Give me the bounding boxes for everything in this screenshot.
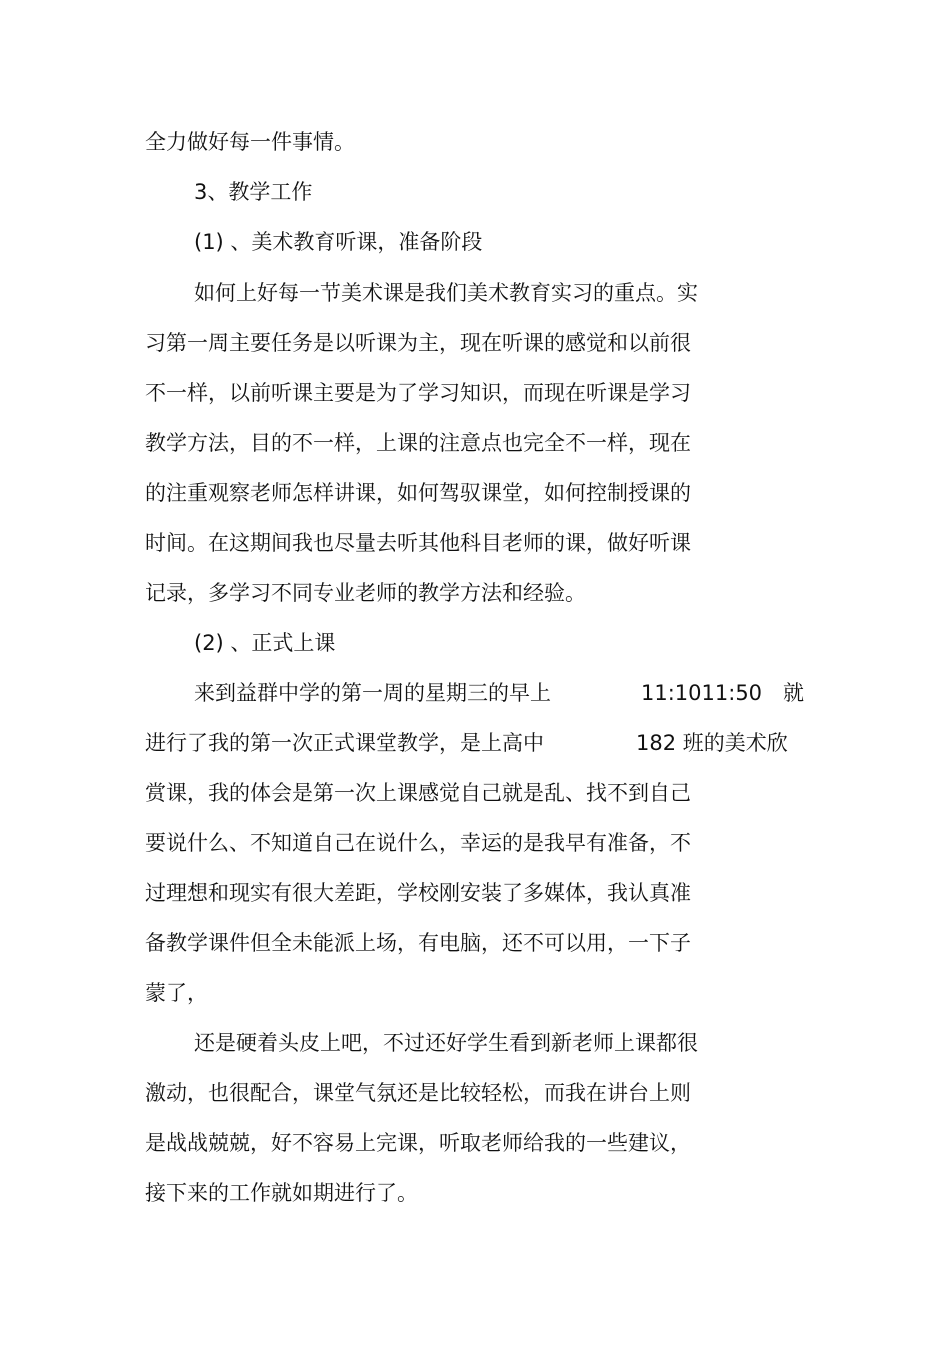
paragraph-line: 是战战兢兢，好不容易上完课，听取老师给我的一些建议， <box>145 1131 691 1155</box>
paragraph-line: 还是硬着头皮上吧，不过还好学生看到新老师上课都很 <box>194 1031 698 1055</box>
paragraph-line: 接下来的工作就如期进行了。 <box>145 1181 418 1205</box>
paragraph-line: 激动，也很配合，课堂气氛还是比较轻松，而我在讲台上则 <box>145 1081 691 1105</box>
paragraph-line: 全力做好每一件事情。 <box>145 130 355 154</box>
paragraph-line: 蒙了， <box>145 981 208 1005</box>
paragraph-line: 过理想和现实有很大差距，学校刚安装了多媒体，我认真准 <box>145 881 691 905</box>
section-heading-teaching-work: 3、教学工作 <box>194 180 313 204</box>
time-range: 11:1011:50 <box>641 681 763 705</box>
subsection-heading-1: (1) 、美术教育听课，准备阶段 <box>194 230 483 254</box>
paragraph-line: 教学方法，目的不一样，上课的注意点也完全不一样，现在 <box>145 431 691 455</box>
paragraph-line: 不一样，以前听课主要是为了学习知识，而现在听课是学习 <box>145 381 691 405</box>
paragraph-line: 赏课，我的体会是第一次上课感觉自己就是乱、找不到自己 <box>145 781 691 805</box>
paragraph-line: 时间。在这期间我也尽量去听其他科目老师的课，做好听课 <box>145 531 691 555</box>
paragraph-line: 来到益群中学的第一周的星期三的早上 <box>194 681 551 705</box>
paragraph-line: 习第一周主要任务是以听课为主，现在听课的感觉和以前很 <box>145 331 691 355</box>
paragraph-line: 要说什么、不知道自己在说什么，幸运的是我早有准备，不 <box>145 831 691 855</box>
paragraph-line: 的注重观察老师怎样讲课，如何驾驭课堂，如何控制授课的 <box>145 481 691 505</box>
subsection-heading-2: (2) 、正式上课 <box>194 631 336 655</box>
class-text: 182 班的美术欣 <box>636 731 788 755</box>
paragraph-line: 备教学课件但全未能派上场，有电脑，还不可以用，一下子 <box>145 931 691 955</box>
paragraph-line: 进行了我的第一次正式课堂教学，是上高中 <box>145 731 544 755</box>
time-suffix: 就 <box>783 681 804 705</box>
paragraph-line: 记录，多学习不同专业老师的教学方法和经验。 <box>145 581 586 605</box>
paragraph-line: 如何上好每一节美术课是我们美术教育实习的重点。实 <box>194 281 698 305</box>
